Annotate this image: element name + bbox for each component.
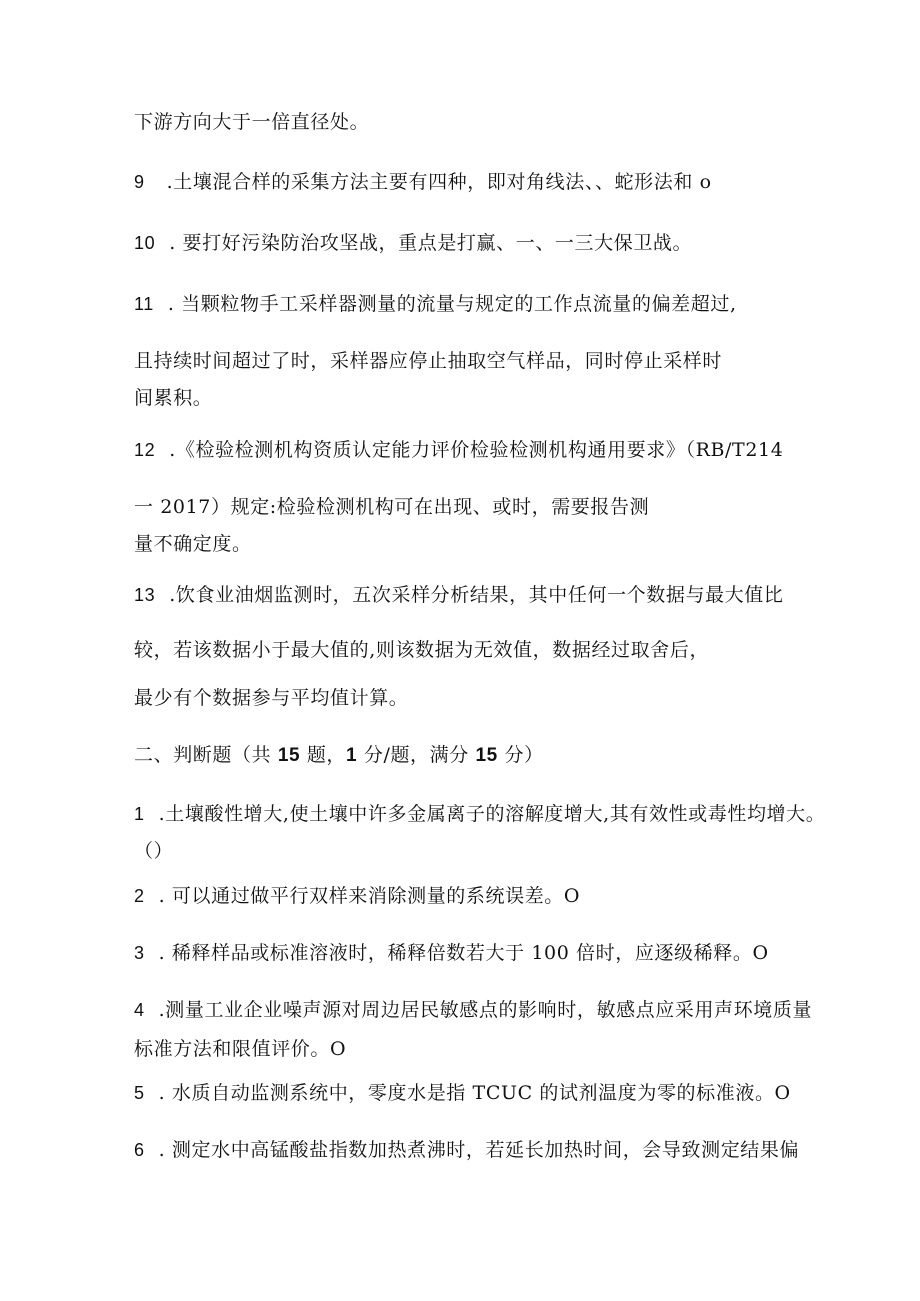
line-text: 且持续时间超过了时，采样器应停止抽取空气样品，同时停止采样时 <box>134 350 723 372</box>
section-heading-mid2: 分/题，满分 <box>357 744 476 766</box>
line-text: 量不确定度。 <box>134 533 252 555</box>
judgment-3 <box>134 941 769 965</box>
question-text: .饮食业油烟监测时，五次采样分析结果，其中任何一个数据与最大值比 <box>169 584 784 606</box>
judgment-text: . 水质自动监测系统中，零度水是指 TCUC 的试剂温度为零的标准液。O <box>158 1082 791 1104</box>
section-heading <box>134 743 544 768</box>
question-11-line-2 <box>134 349 722 373</box>
judgment-number: 3 <box>134 943 145 963</box>
line-continuation <box>134 110 369 134</box>
section-question-count: 15 <box>277 745 301 766</box>
question-12-line-2 <box>134 495 649 519</box>
question-number: 9 <box>134 172 145 192</box>
line-text: 间累积。 <box>134 387 213 409</box>
question-12 <box>134 438 783 462</box>
question-11-line-3 <box>134 386 212 410</box>
question-10 <box>134 231 692 255</box>
judgment-text: . 可以通过做平行双样来消除测量的系统误差。O <box>158 885 581 907</box>
question-number: 12 <box>134 440 156 460</box>
judgment-number: 6 <box>134 1140 145 1160</box>
judgment-1 <box>134 802 825 826</box>
line-text: 一 2017）规定:检验检测机构可在出现、或时，需要报告测 <box>134 496 650 518</box>
question-13-line-2 <box>134 638 709 662</box>
judgment-2 <box>134 884 580 908</box>
section-heading-prefix: 二、判断题（共 <box>134 744 278 766</box>
judgment-5 <box>134 1081 791 1105</box>
question-number: 11 <box>134 294 154 314</box>
judgment-text: . 稀释样品或标准溶液时，稀释倍数若大于 100 倍时，应逐级稀释。O <box>158 942 769 964</box>
judgment-4-line-2 <box>134 1037 346 1061</box>
judgment-1-line-2 <box>134 839 173 863</box>
answer-brackets: （） <box>134 840 174 862</box>
section-points-each: 1 <box>346 745 358 766</box>
judgment-text: . 测定水中高锰酸盐指数加热煮沸时，若延长加热时间，会导致测定结果偏 <box>158 1139 800 1161</box>
judgment-6 <box>134 1138 799 1162</box>
section-heading-mid1: 题， <box>300 744 347 766</box>
line-text: 下游方向大于一倍直径处。 <box>134 111 370 133</box>
line-text: 最少有个数据参与平均值计算。 <box>134 687 409 709</box>
question-number: 10 <box>134 233 156 253</box>
question-text: .土壤混合样的采集方法主要有四种，即对角线法、、蛇形法和 o <box>166 171 712 193</box>
judgment-number: 1 <box>134 804 145 824</box>
judgment-text: .测量工业企业噪声源对周边居民敏感点的影响时，敏感点应采用声环境质量 <box>158 999 813 1021</box>
judgment-4 <box>134 998 812 1022</box>
question-number: 13 <box>134 585 156 605</box>
question-text: . 当颗粒物手工采样器测量的流量与规定的工作点流量的偏差超过, <box>167 293 737 315</box>
section-total-points: 15 <box>475 745 498 766</box>
question-11 <box>134 292 737 316</box>
question-text: .《检验检测机构资质认定能力评价检验检测机构通用要求》（RB/T214 <box>169 439 784 461</box>
question-12-line-3 <box>134 532 252 556</box>
section-heading-suffix: 分） <box>497 744 544 766</box>
judgment-number: 4 <box>134 1000 145 1020</box>
question-text: . 要打好污染防治攻坚战，重点是打赢、一、一三大保卫战。 <box>169 232 693 254</box>
judgment-number: 5 <box>134 1083 145 1103</box>
question-9 <box>134 170 712 194</box>
question-13 <box>134 583 783 607</box>
judgment-number: 2 <box>134 886 145 906</box>
judgment-text: .土壤酸性增大,使土壤中许多金属离子的溶解度增大,其有效性或毒性均增大。 <box>158 803 826 825</box>
question-13-line-3 <box>134 686 408 710</box>
line-text: 标准方法和限值评价。O <box>134 1038 347 1060</box>
line-text: 较，若该数据小于最大值的,则该数据为无效值，数据经过取舍后， <box>134 639 710 661</box>
